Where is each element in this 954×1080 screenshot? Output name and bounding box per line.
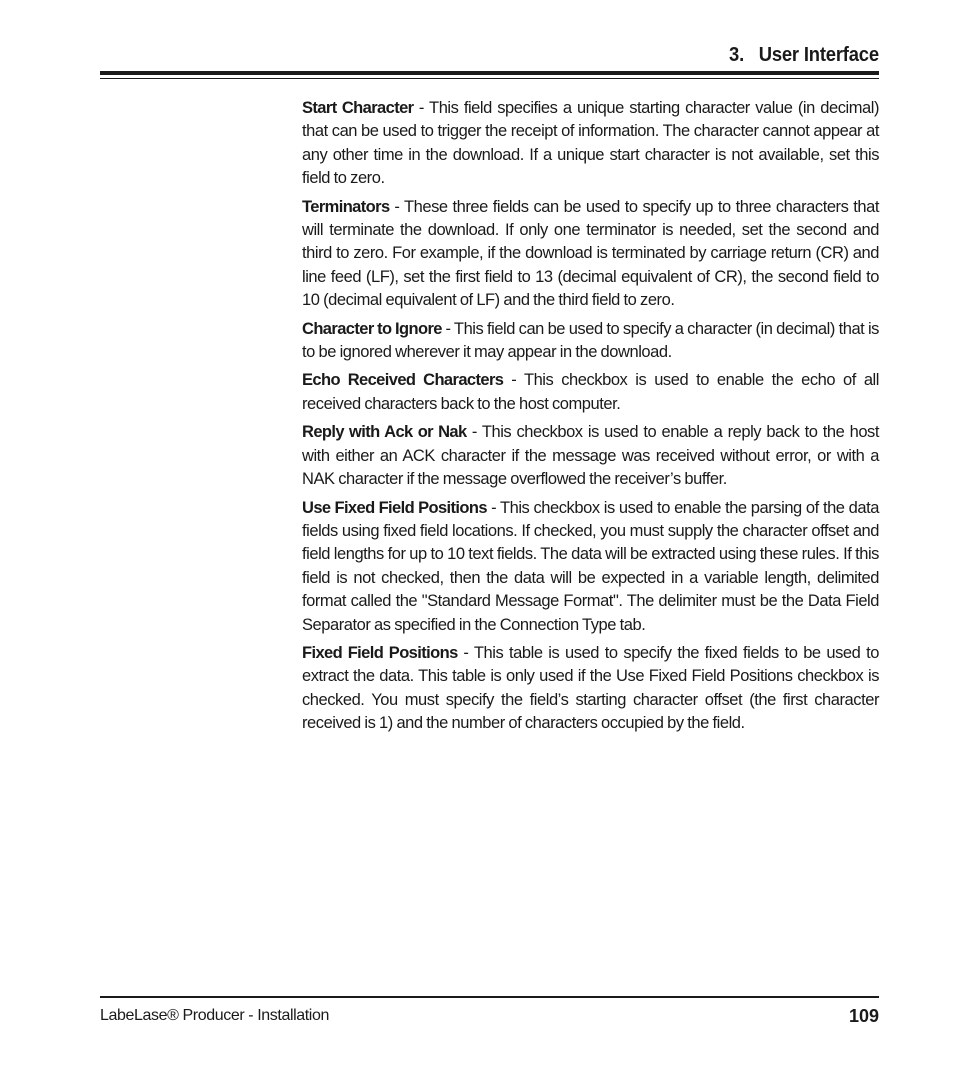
paragraph-terminators	[302, 196, 879, 313]
page-number: 109	[848, 1006, 879, 1026]
section-number: 3.	[729, 44, 745, 66]
term-label: Reply with Ack or Nak	[302, 423, 467, 442]
header-rule-thick	[100, 71, 879, 75]
section-title	[729, 44, 879, 67]
term-description: - This checkbox is used to enable the echo of all received characters back to the host computer.	[302, 371, 879, 413]
paragraph-reply-with-ack-or-nak	[302, 421, 879, 491]
paragraph-use-fixed-field-positions	[302, 497, 879, 637]
paragraph-character-to-ignore	[302, 318, 879, 365]
term-description: - These three fields can be used to specify up to three characters that will terminate the download. If only one terminator is needed, set the second and third to zero. For example, if the download is terminated by carriage return (CR) and line feed (LF), set the first field to 13 (decimal equivalent of CR), the second field to 10 (decimal equivalent of LF) and the third field to zero.	[302, 197, 879, 310]
paragraph-echo-received-characters	[302, 369, 879, 416]
paragraph-start-character	[302, 97, 879, 191]
page-header	[100, 44, 879, 84]
term-description: - This field specifies a unique starting character value (in decimal) that can be used to trigger the receipt of information. The character cannot appear at any other time in the download. If a unique start character is not available, set this field to zero.	[302, 99, 879, 188]
footer-rule	[100, 996, 879, 998]
term-label: Terminators	[302, 197, 390, 216]
term-label: Echo Received Characters	[302, 371, 504, 390]
paragraph-fixed-field-positions	[302, 642, 879, 736]
term-description: - This checkbox is used to enable a reply back to the host with either an ACK character if the message was received without error, or with a NAK character if the message overflowed the receiver’s buffer.	[302, 423, 879, 489]
page-footer	[100, 996, 879, 1036]
term-description: - This table is used to specify the fixed fields to be used to extract the data. This table is only used if the Use Fixed Field Positions checkbox is checked. You must specify the field’s starting character offset (the first character received is 1) and the number of characters occupied by the field.	[302, 643, 879, 733]
footer-product-name: LabeLase® Producer - Installation	[100, 1007, 329, 1024]
term-label: Character to Ignore	[302, 319, 442, 338]
term-description: - This field can be used to specify a character (in decimal) that is to be ignored wherever it may appear in the download.	[302, 319, 879, 362]
term-label: Start Character	[302, 99, 414, 117]
section-title-text: User Interface	[758, 44, 879, 66]
term-label: Use Fixed Field Positions	[302, 498, 487, 517]
header-rule-thin	[100, 78, 879, 79]
term-label: Fixed Field Positions	[302, 643, 458, 662]
body-content	[302, 97, 879, 741]
term-description: - This checkbox is used to enable the parsing of the data fields using fixed field locations. If checked, you must supply the character offset and field lengths for up to 10 text fields. The data will be extracted using these rules. If this field is not checked, then the data will be expected in a variable length, delimited format called the "Standard Message Format". The delimiter must be the Data Field Separator as specified in the Connection Type tab.	[302, 498, 879, 634]
